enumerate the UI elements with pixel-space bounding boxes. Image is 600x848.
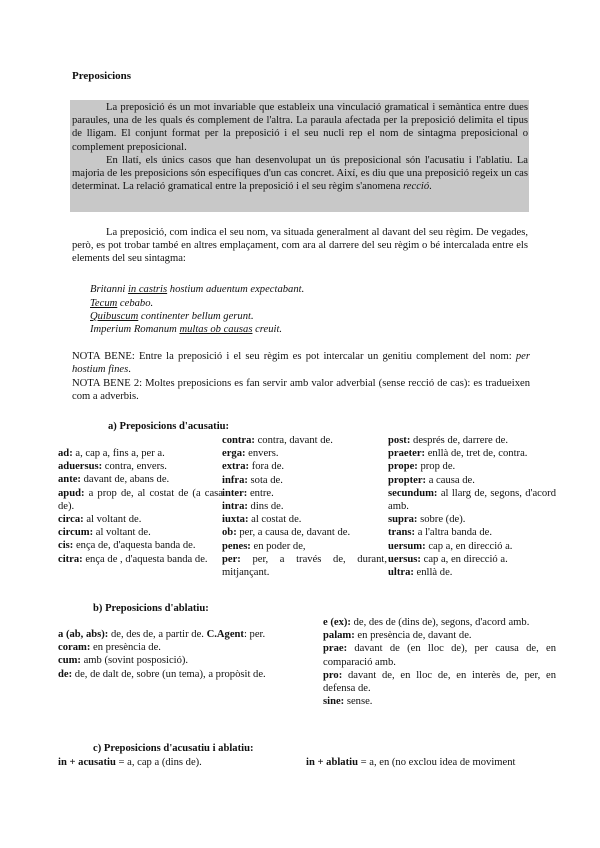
prep-entry: circa: al voltant de. — [58, 514, 142, 526]
example-4: Imperium Romanum multas ob causas creuit. — [90, 324, 283, 335]
example-2: Tecum cebabo. — [90, 298, 154, 309]
prep-entry: coram: en presència de. — [58, 642, 161, 654]
prep-entry: sine: sense. — [323, 696, 373, 708]
prep-entry: ante: davant de, abans de. — [58, 474, 170, 486]
prep-entry: iuxta: al costat de. — [222, 514, 302, 526]
intro-p2-term: recció — [403, 181, 430, 193]
in-accusative: in + acusatiu = a, cap a (dins de). — [58, 757, 202, 768]
prep-entry: de: de, de dalt de, sobre (un tema), a propòsit de. — [58, 668, 266, 680]
prep-entry: citra: ença de , d'aquesta banda de. — [58, 553, 208, 565]
prep-entry: aduersus: contra, envers. — [58, 461, 167, 473]
prep-entry: propter: a causa de. — [388, 474, 475, 486]
intro-paragraph-2 — [72, 154, 528, 194]
example-3: Quibuscum continenter bellum gerunt. — [90, 311, 254, 322]
prep-entry: apud: a prop de, al costat de (a casa de). — [58, 487, 223, 512]
prep-entry: prope: prop de. — [388, 461, 456, 473]
prep-entry: circum: al voltant de. — [58, 527, 151, 539]
prep-entry: erga: envers. — [222, 448, 279, 460]
acc-abl-heading: c) Preposicions d'acusatiu i ablatiu: — [93, 743, 254, 754]
prep-entry: cum: amb (sovint posposició). — [58, 655, 189, 667]
page-title: Preposicions — [72, 70, 132, 82]
prep-entry: penes: en poder de, — [222, 540, 306, 552]
prep-entry: post: després de, darrere de. — [388, 435, 509, 446]
accusative-heading: a) Preposicions d'acusatiu: — [108, 421, 230, 432]
nota-bene-2: NOTA BENE 2: Moltes preposicions es fan servir amb valor adverbial (sense recció de cas): es tradueixen com a adverbis. — [72, 378, 530, 403]
accusative-column-3 — [388, 434, 556, 579]
prep-entry: a (ab, abs): de, des de, a partir de. C.Agent: per. — [58, 629, 266, 640]
prep-entry: inter: entre. — [222, 487, 274, 499]
prep-entry: pro: davant de, en lloc de, en interès de, per, en defensa de. — [323, 669, 556, 695]
ablative-column-1 — [58, 628, 286, 681]
intro-p2-end: . — [429, 181, 432, 193]
prep-entry: e (ex): de, des de (dins de), segons, d'acord amb. — [323, 617, 530, 628]
in-ablative: in + ablatiu = a, en (no exclou idea de moviment — [306, 757, 516, 768]
prep-entry: trans: a l'altra banda de. — [388, 527, 492, 539]
prep-entry: palam: en presència de, davant de. — [323, 630, 472, 642]
prep-entry: contra: contra, davant de. — [222, 435, 333, 446]
prep-entry: praeter: enllà de, tret de, contra. — [388, 448, 528, 460]
accusative-column-2 — [222, 434, 387, 579]
prep-entry: intra: dins de. — [222, 501, 284, 513]
prep-entry: extra: fora de. — [222, 461, 285, 473]
example-1: Britanni in castris hostium aduentum expectabant. — [90, 284, 305, 295]
ablative-heading: b) Preposicions d'ablatiu: — [93, 603, 209, 614]
accusative-column-1 — [58, 447, 223, 566]
prep-entry: infra: sota de. — [222, 474, 283, 486]
intro-p2-text: En llatí, els únics casos que han desenvolupat un ús preposicional són l'acusatiu i l'ablatiu. La majoria de les preposicions són específiques d'un cas concret. Així, es diu que una preposició regeix un cas determinat. La relació gramatical entre la preposició i el seu règim s'anomena — [72, 155, 528, 193]
nota-bene-1: NOTA BENE: Entre la preposició i el seu règim es pot intercalar un genitiu complement del nom: per hostium fines. — [72, 351, 530, 376]
prep-entry: secundum: al llarg de, segons, d'acord amb. — [388, 487, 556, 513]
prep-entry: prae: davant de (en lloc de), per causa de, en comparació amb. — [323, 643, 556, 668]
prep-entry: per: per, a través de, durant, mitjançant. — [222, 553, 387, 579]
prep-entry: ob: per, a causa de, davant de. — [222, 527, 351, 539]
position-paragraph: La preposició, com indica el seu nom, va situada generalment al davant del seu règim. De vegades, però, es pot trobar també en altres emplaçament, com ara al darrere del seu règim o bé intercalada entre els elements del seu sintagma: — [72, 227, 528, 265]
prep-entry: supra: sobre (de). — [388, 514, 466, 526]
prep-entry: cis: ença de, d'aquesta banda de. — [58, 540, 196, 552]
ablative-column-2 — [323, 616, 556, 708]
intro-paragraph-1: La preposició és un mot invariable que estableix una vinculació gramatical i semàntica entre dues paraules, una de les quals és complement de l'altra. La paraula afectada per la preposició delimita el tipus de lligam. El conjunt format per la preposició i el seu nucli rep el nom de sintagma preposicional o complement preposicional. — [72, 102, 528, 153]
prep-entry: ultra: enllà de. — [388, 567, 453, 579]
prep-entry: uersus: cap a, en direcció a. — [388, 553, 508, 565]
prep-entry: ad: a, cap a, fins a, per a. — [58, 448, 165, 459]
prep-entry: uersum: cap a, en direcció a. — [388, 540, 513, 552]
